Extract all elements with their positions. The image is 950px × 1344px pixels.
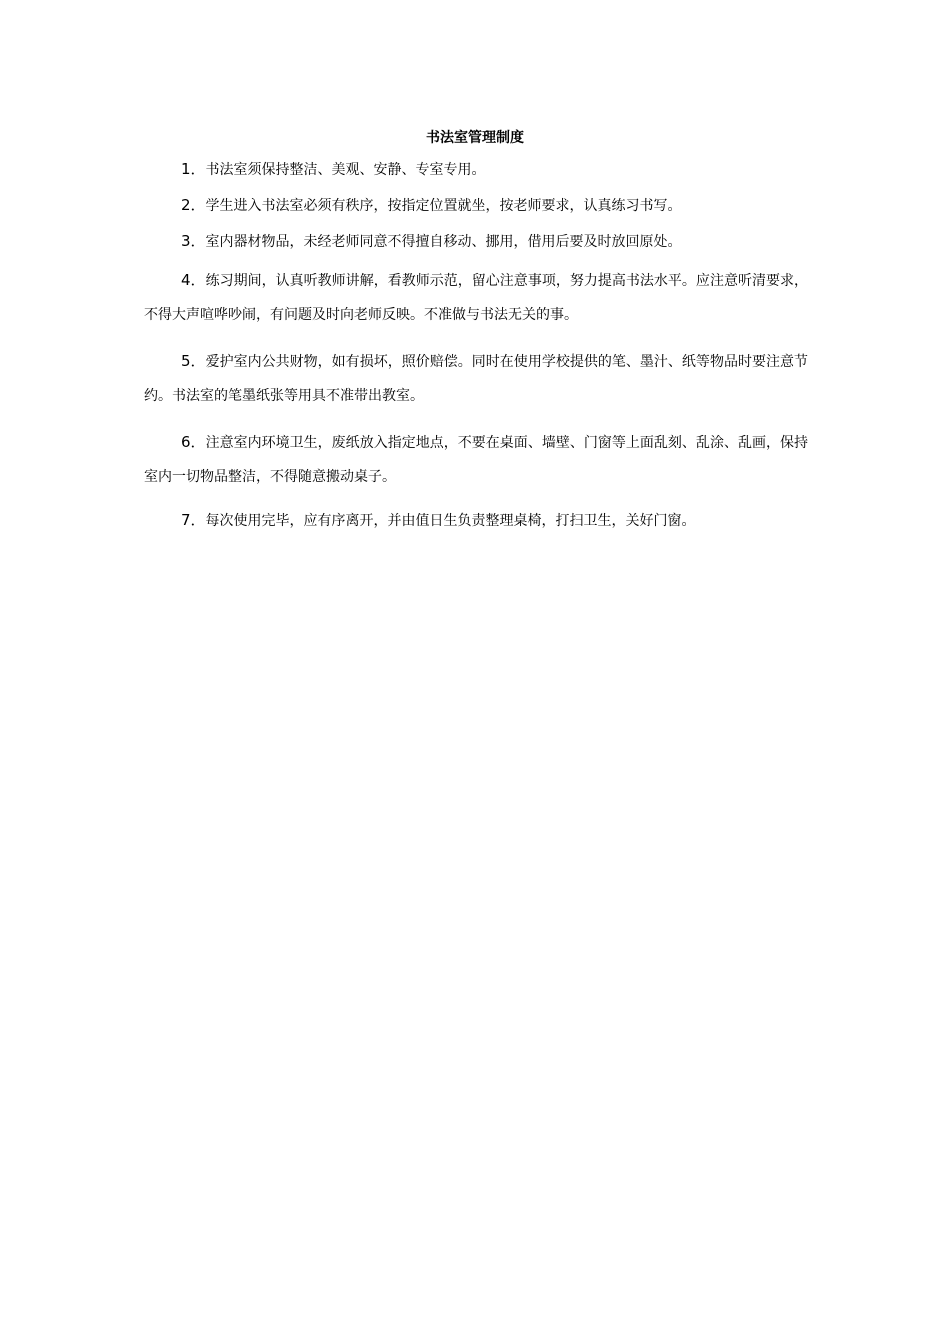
rule-item-3 bbox=[144, 227, 808, 256]
rule-text: 练习期间，认真听教师讲解，看教师示范，留心注意事项，努力提高书法水平。应注意听清要求，不得大声喧哗吵闹，有问题及时向老师反映。不准做与书法无关的事。 bbox=[144, 273, 809, 323]
rule-number: 7． bbox=[181, 511, 206, 529]
rule-number: 2． bbox=[181, 196, 206, 214]
rule-number: 4． bbox=[181, 271, 206, 289]
rule-number: 1． bbox=[181, 160, 206, 178]
rule-number: 6． bbox=[181, 433, 206, 451]
rule-item-7 bbox=[144, 506, 808, 535]
rule-text: 注意室内环境卫生，废纸放入指定地点，不要在桌面、墙壁、门窗等上面乱刻、乱涂、乱画，保持室内一切物品整洁，不得随意搬动桌子。 bbox=[144, 435, 809, 485]
rule-number: 5． bbox=[181, 352, 206, 370]
rule-number: 3． bbox=[181, 232, 206, 250]
rule-text: 室内器材物品，未经老师同意不得擅自移动、挪用，借用后要及时放回原处。 bbox=[205, 234, 682, 250]
rule-item-2 bbox=[144, 191, 808, 220]
rule-item-4 bbox=[144, 263, 808, 332]
document-title: 书法室管理制度 bbox=[426, 130, 524, 146]
rule-text: 学生进入书法室必须有秩序，按指定位置就坐，按老师要求，认真练习书写。 bbox=[205, 198, 682, 214]
rule-item-1 bbox=[144, 155, 808, 184]
rule-text: 书法室须保持整洁、美观、安静、专室专用。 bbox=[205, 162, 486, 178]
rule-item-6 bbox=[144, 425, 808, 494]
rule-text: 每次使用完毕，应有序离开，并由值日生负责整理桌椅，打扫卫生，关好门窗。 bbox=[205, 513, 696, 529]
rule-item-5 bbox=[144, 344, 808, 413]
rules-list bbox=[144, 155, 808, 542]
rule-text: 爱护室内公共财物，如有损坏，照价赔偿。同时在使用学校提供的笔、墨汁、纸等物品时要注意节约。书法室的笔墨纸张等用具不准带出教室。 bbox=[144, 354, 809, 404]
